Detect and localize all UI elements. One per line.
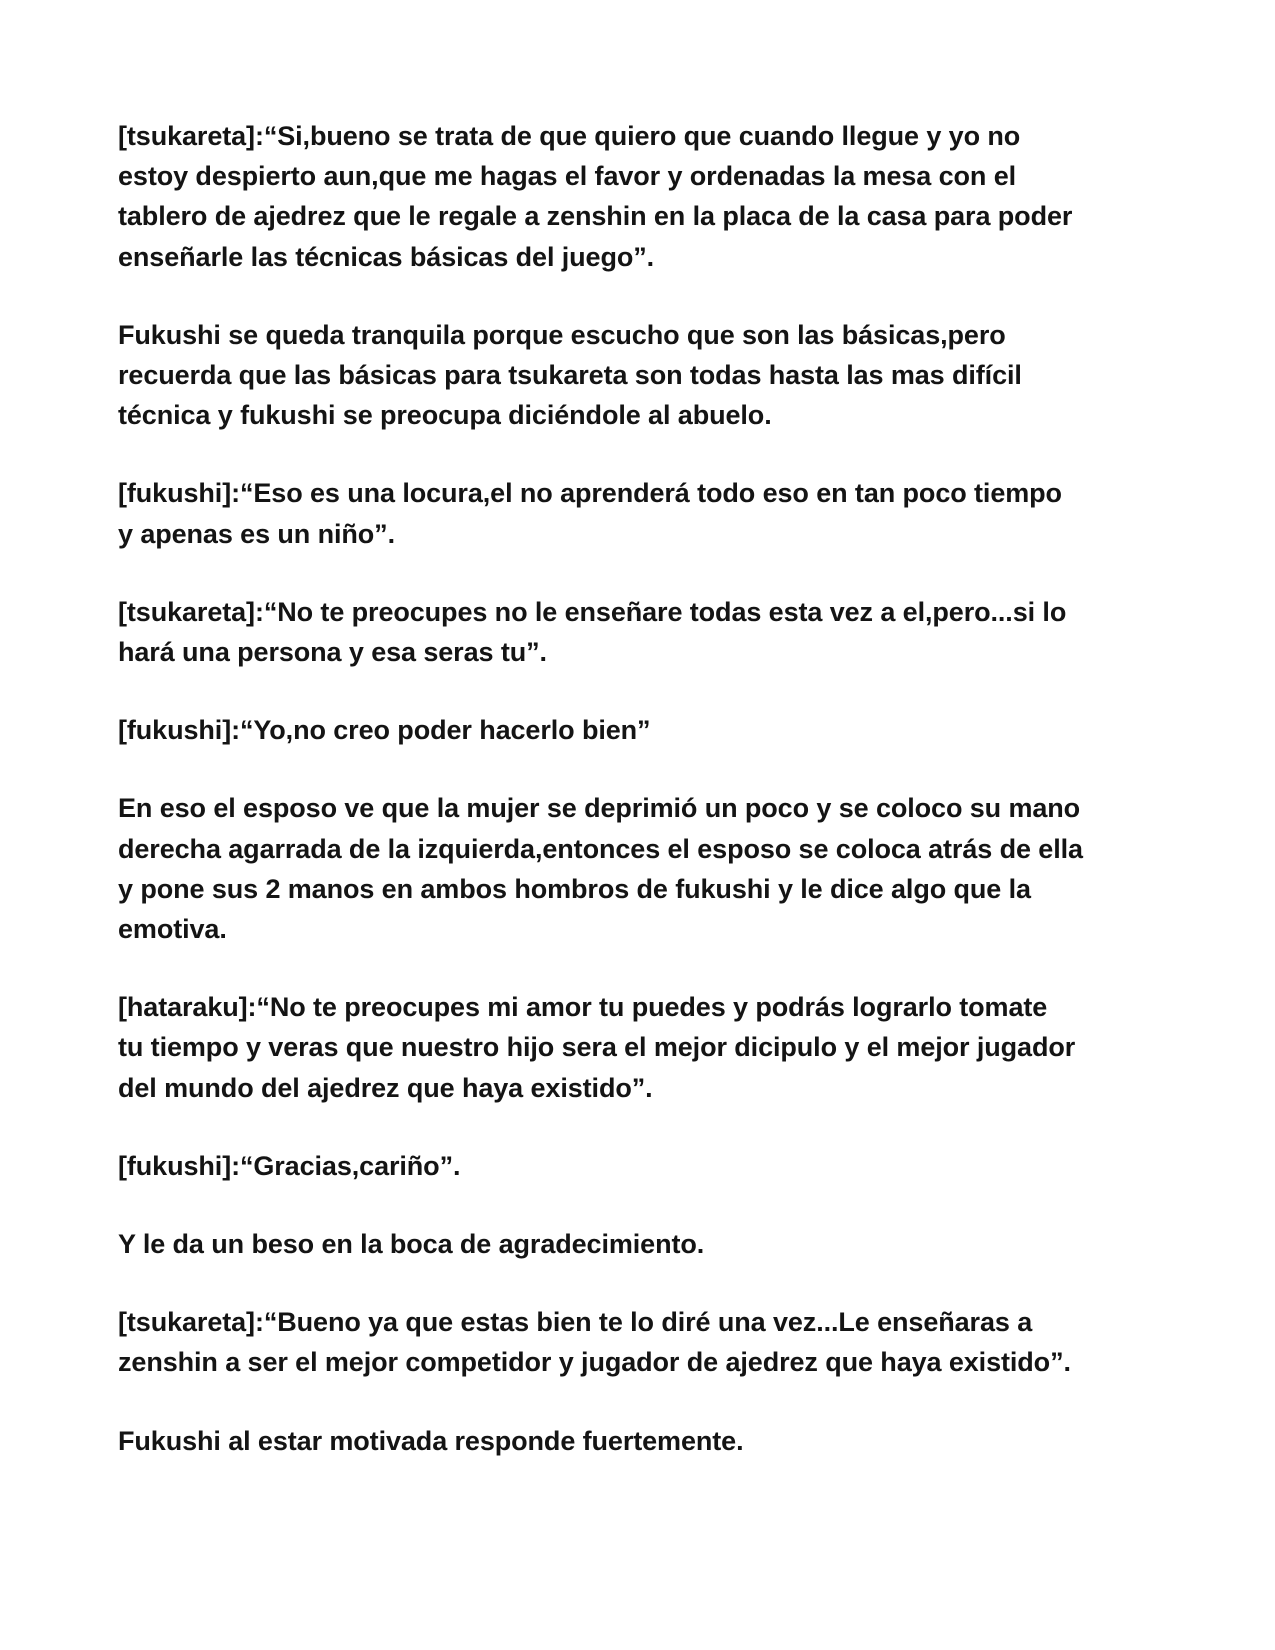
paragraph bbox=[118, 788, 1168, 949]
text-line: [tsukareta]:“Si,bueno se trata de que quiero que cuando llegue y yo no bbox=[118, 121, 1021, 151]
text-line: y apenas es un niño”. bbox=[118, 518, 395, 549]
text-line: Fukushi se queda tranquila porque escucho que son las básicas,pero bbox=[118, 319, 1006, 350]
text-line: [fukushi]:“Yo,no creo poder hacerlo bien” bbox=[118, 715, 651, 746]
text-line: [tsukareta]:“No te preocupes no le enseñare todas esta vez a el,pero...si lo bbox=[118, 596, 1067, 627]
paragraph bbox=[118, 592, 1168, 672]
text-line: zenshin a ser el mejor competidor y jugador de ajedrez que haya existido”. bbox=[118, 1347, 1071, 1378]
text-line: recuerda que las básicas para tsukareta son todas hasta las mas difícil bbox=[118, 360, 1022, 391]
paragraph bbox=[118, 710, 1168, 750]
paragraph bbox=[118, 1146, 1168, 1186]
text-line: del mundo del ajedrez que haya existido”. bbox=[118, 1072, 653, 1103]
paragraph bbox=[118, 1224, 1168, 1264]
text-line: tablero de ajedrez que le regale a zenshin en la placa de la casa para poder bbox=[118, 201, 1073, 232]
paragraph bbox=[118, 116, 1168, 277]
text-line: Fukushi al estar motivada responde fuertemente. bbox=[118, 1425, 744, 1456]
paragraph bbox=[118, 1302, 1168, 1382]
text-line: y pone sus 2 manos en ambos hombros de fukushi y le dice algo que la bbox=[118, 873, 1031, 904]
text-line: En eso el esposo ve que la mujer se deprimió un poco y se coloco su mano bbox=[118, 793, 1081, 824]
text-line: Y le da un beso en la boca de agradecimiento. bbox=[118, 1229, 705, 1260]
text-line: derecha agarrada de la izquierda,entonces el esposo se coloca atrás de ella bbox=[118, 833, 1083, 864]
text-line: tu tiempo y veras que nuestro hijo sera el mejor dicipulo y el mejor jugador bbox=[118, 1032, 1076, 1063]
text-line: [tsukareta]:“Bueno ya que estas bien te lo diré una vez...Le enseñaras a bbox=[118, 1307, 1033, 1338]
text-line: [fukushi]:“Gracias,cariño”. bbox=[118, 1150, 461, 1181]
paragraph bbox=[118, 987, 1168, 1108]
text-line: [fukushi]:“Eso es una locura,el no aprenderá todo eso en tan poco tiempo bbox=[118, 478, 1062, 509]
text-line: estoy despierto aun,que me hagas el favor y ordenadas la mesa con el bbox=[118, 161, 1017, 192]
paragraph bbox=[118, 315, 1168, 436]
text-line: [hataraku]:“No te preocupes mi amor tu puedes y podrás lograrlo tomate bbox=[118, 992, 1048, 1023]
text-line: emotiva. bbox=[118, 914, 227, 945]
text-line: enseñarle las técnicas básicas del juego”. bbox=[118, 241, 655, 272]
text-line: técnica y fukushi se preocupa diciéndole al abuelo. bbox=[118, 400, 772, 431]
paragraph bbox=[118, 473, 1168, 553]
paragraph bbox=[118, 1421, 1168, 1461]
text-line: hará una persona y esa seras tu”. bbox=[118, 637, 547, 668]
document-body bbox=[118, 116, 1168, 1499]
